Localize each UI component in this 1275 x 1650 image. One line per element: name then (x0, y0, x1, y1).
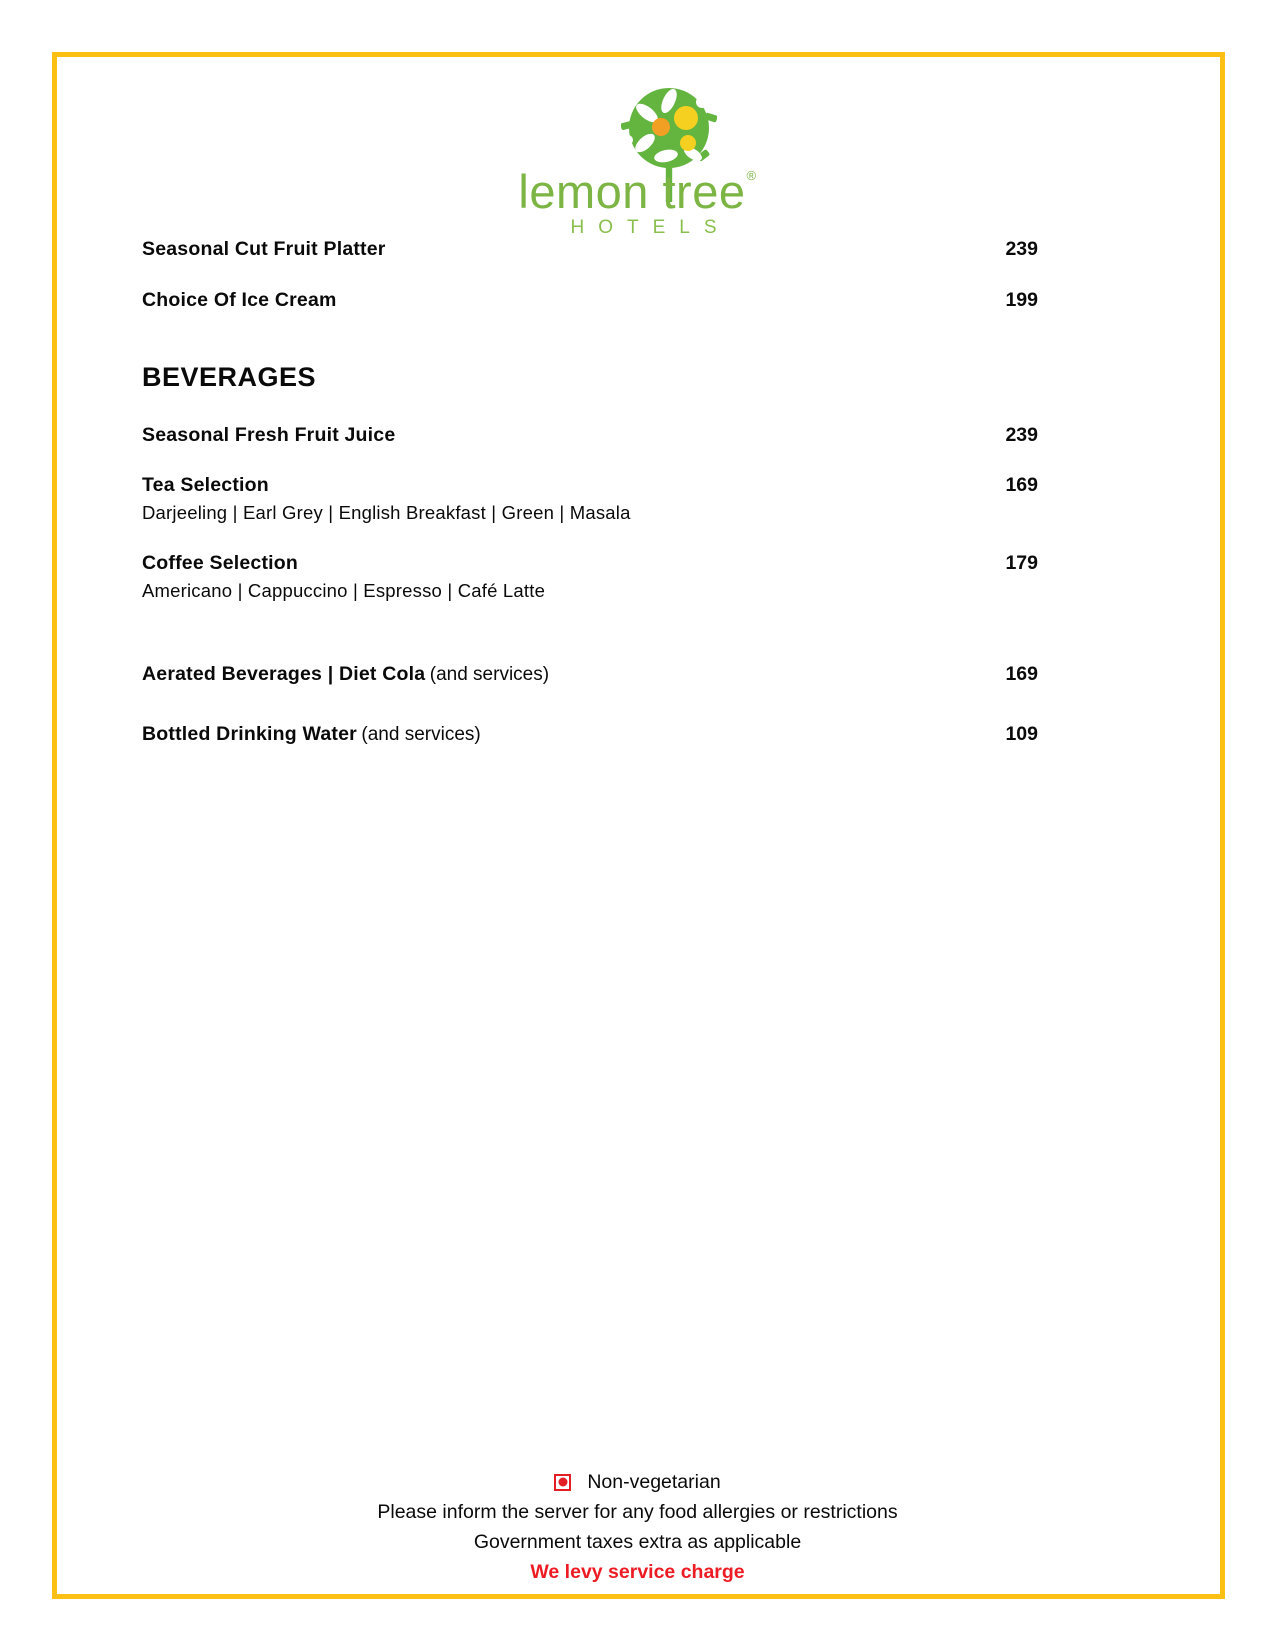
brand-tagline: HOTELS (570, 217, 731, 238)
menu-item-price: 179 (1005, 552, 1038, 574)
menu-item-description: Americano | Cappuccino | Espresso | Café Latte (142, 580, 546, 601)
menu-item-price: 169 (1005, 663, 1038, 685)
menu-item-price: 239 (1005, 238, 1038, 260)
menu-item-price: 199 (1005, 289, 1038, 311)
menu-item-name: Seasonal Fresh Fruit Juice (142, 424, 396, 446)
menu-item-note: (and services) (361, 724, 481, 745)
brand-name-text: lemon tree (518, 165, 746, 218)
hotel-logo (0, 84, 1275, 237)
tax-note: Government taxes extra as applicable (473, 1531, 802, 1553)
menu-item-name: Tea Selection (142, 474, 269, 496)
menu-item-row (142, 238, 1038, 261)
menu-item-price: 239 (1005, 424, 1038, 446)
footer-notes (0, 1467, 1275, 1587)
menu-item-row (142, 474, 1038, 497)
menu-item-name: Aerated Beverages | Diet Cola (142, 663, 426, 685)
menu-item-row (142, 424, 1038, 447)
menu-item-name: Choice Of Ice Cream (142, 289, 337, 311)
menu-item-name: Bottled Drinking Water (142, 723, 357, 745)
section-title: BEVERAGES (142, 362, 317, 392)
service-charge-note: We levy service charge (530, 1561, 745, 1583)
allergy-note: Please inform the server for any food allergies or restrictions (377, 1501, 898, 1523)
menu-item-name: Seasonal Cut Fruit Platter (142, 238, 386, 260)
menu-item-row (142, 289, 1038, 312)
menu-item-name: Coffee Selection (142, 552, 298, 574)
menu-item-title (142, 723, 481, 746)
menu-item-price: 109 (1005, 723, 1038, 745)
menu-list (142, 238, 1038, 746)
non-veg-legend (0, 1467, 1275, 1497)
menu-item-row (142, 723, 1038, 746)
menu-item-price: 169 (1005, 474, 1038, 496)
menu-item-note: (and services) (429, 664, 550, 685)
non-veg-icon (554, 1474, 571, 1491)
menu-item-row (142, 552, 1038, 575)
menu-item-description: Darjeeling | Earl Grey | English Breakfast | Green | Masala (142, 502, 631, 523)
menu-item-row (142, 663, 1038, 686)
registered-trademark-symbol: ® (746, 168, 757, 183)
brand-name (518, 165, 757, 218)
menu-item-title (142, 663, 549, 686)
menu-item-group (142, 552, 1038, 602)
non-veg-label: Non-vegetarian (587, 1471, 721, 1493)
menu-item-group (142, 474, 1038, 524)
